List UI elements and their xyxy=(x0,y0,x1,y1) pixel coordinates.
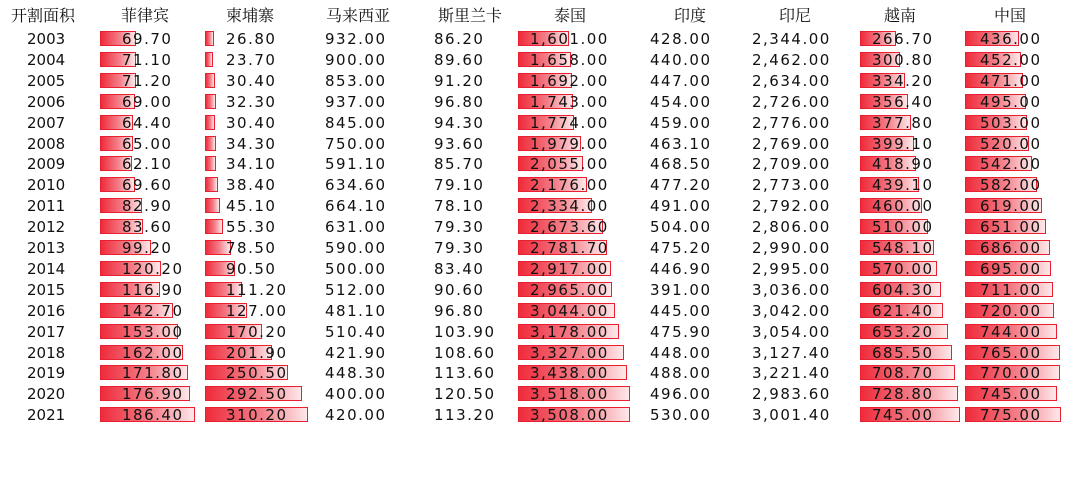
corner-header: 开割面积 xyxy=(10,6,75,25)
table-cell: 651.00 xyxy=(980,218,1042,237)
table-cell: 113.20 xyxy=(434,406,496,425)
table-cell: 3,042.00 xyxy=(752,301,831,320)
year-label: 2007 xyxy=(27,113,66,132)
table-cell: 38.40 xyxy=(226,176,277,195)
table-cell: 491.00 xyxy=(650,197,712,216)
data-bar xyxy=(205,156,216,171)
table-cell: 634.60 xyxy=(325,176,387,195)
table-cell: 85.70 xyxy=(434,155,485,174)
column-header: 印尼 xyxy=(778,6,811,25)
table-cell: 477.20 xyxy=(650,176,712,195)
table-cell: 2,990.00 xyxy=(752,239,831,257)
column-header: 泰国 xyxy=(553,6,586,25)
table-cell: 30.40 xyxy=(226,71,277,90)
table-cell: 420.00 xyxy=(325,406,387,425)
table-cell: 503.00 xyxy=(980,113,1042,132)
table-cell: 745.00 xyxy=(980,385,1042,404)
table-cell: 481.10 xyxy=(325,301,387,320)
table-cell: 65.00 xyxy=(122,134,173,153)
table-cell: 3,001.40 xyxy=(752,406,831,425)
table-cell: 2,344.00 xyxy=(752,30,831,48)
table-cell: 2,176.00 xyxy=(530,176,609,195)
table-cell: 153.00 xyxy=(122,322,184,341)
table-cell: 55.30 xyxy=(226,218,277,237)
table-cell: 99.20 xyxy=(122,239,173,257)
table-cell: 711.00 xyxy=(980,280,1042,299)
table-cell: 510.00 xyxy=(872,218,934,237)
table-cell: 82.90 xyxy=(122,197,173,216)
table-cell: 186.40 xyxy=(122,406,184,425)
table-cell: 459.00 xyxy=(650,113,712,132)
table-cell: 69.60 xyxy=(122,176,173,195)
data-bar xyxy=(205,94,216,109)
column-header: 越南 xyxy=(883,6,916,25)
table-cell: 266.70 xyxy=(872,30,934,48)
table-cell: 26.80 xyxy=(226,30,277,48)
table-cell: 116.90 xyxy=(122,280,184,299)
data-bar xyxy=(205,115,215,130)
table-cell: 2,983.60 xyxy=(752,385,831,404)
table-cell: 83.40 xyxy=(434,259,485,278)
year-label: 2019 xyxy=(27,364,66,383)
table-cell: 1,658.00 xyxy=(530,50,609,69)
table-cell: 45.10 xyxy=(226,197,277,216)
table-cell: 2,673.60 xyxy=(530,218,609,237)
data-bar xyxy=(205,52,213,67)
table-cell: 475.90 xyxy=(650,322,712,341)
table-cell: 447.00 xyxy=(650,71,712,90)
table-cell: 452.00 xyxy=(980,50,1042,69)
table-cell: 775.00 xyxy=(980,406,1042,425)
table-cell: 2,726.00 xyxy=(752,92,831,111)
year-label: 2013 xyxy=(27,239,66,257)
table-cell: 720.00 xyxy=(980,301,1042,320)
table-cell: 770.00 xyxy=(980,364,1042,383)
column-header: 菲律宾 xyxy=(120,6,169,25)
table-cell: 400.00 xyxy=(325,385,387,404)
table-cell: 108.60 xyxy=(434,343,496,362)
table-cell: 79.30 xyxy=(434,239,485,257)
table-cell: 292.50 xyxy=(226,385,288,404)
table-cell: 2,462.00 xyxy=(752,50,831,69)
table-cell: 570.00 xyxy=(872,259,934,278)
table-cell: 454.00 xyxy=(650,92,712,111)
table-cell: 90.60 xyxy=(434,280,485,299)
table-cell: 3,127.40 xyxy=(752,343,831,362)
table-cell: 62.10 xyxy=(122,155,173,174)
table-cell: 728.80 xyxy=(872,385,934,404)
table-cell: 3,044.00 xyxy=(530,301,609,320)
year-label: 2017 xyxy=(27,322,66,341)
table-cell: 23.70 xyxy=(226,50,277,69)
table-cell: 685.50 xyxy=(872,343,934,362)
year-label: 2020 xyxy=(27,385,66,404)
table-cell: 2,769.00 xyxy=(752,134,831,153)
table-cell: 2,917.00 xyxy=(530,259,609,278)
table-cell: 64.40 xyxy=(122,113,173,132)
table-cell: 582.00 xyxy=(980,176,1042,195)
column-header: 斯里兰卡 xyxy=(437,6,502,25)
table-cell: 111.20 xyxy=(226,280,288,299)
table-cell: 421.90 xyxy=(325,343,387,362)
table-cell: 3,054.00 xyxy=(752,322,831,341)
table-cell: 708.70 xyxy=(872,364,934,383)
table-cell: 463.10 xyxy=(650,134,712,153)
table-cell: 418.90 xyxy=(872,155,934,174)
table-cell: 83.60 xyxy=(122,218,173,237)
table-cell: 853.00 xyxy=(325,71,387,90)
table-cell: 765.00 xyxy=(980,343,1042,362)
table-cell: 334.20 xyxy=(872,71,934,90)
column-header: 柬埔寨 xyxy=(225,6,274,25)
table-cell: 2,634.00 xyxy=(752,71,831,90)
year-label: 2021 xyxy=(27,406,66,425)
table-cell: 2,965.00 xyxy=(530,280,609,299)
table-cell: 142.70 xyxy=(122,301,184,320)
year-label: 2014 xyxy=(27,259,66,278)
table-cell: 619.00 xyxy=(980,197,1042,216)
table-cell: 604.30 xyxy=(872,280,934,299)
table-cell: 744.00 xyxy=(980,322,1042,341)
table-cell: 2,773.00 xyxy=(752,176,831,195)
year-label: 2015 xyxy=(27,280,66,299)
table-cell: 96.80 xyxy=(434,92,485,111)
table-cell: 94.30 xyxy=(434,113,485,132)
table-cell: 120.20 xyxy=(122,259,184,278)
table-cell: 900.00 xyxy=(325,50,387,69)
table-cell: 399.10 xyxy=(872,134,934,153)
table-cell: 170.20 xyxy=(226,322,288,341)
table-cell: 504.00 xyxy=(650,218,712,237)
year-label: 2006 xyxy=(27,92,66,111)
table-cell: 1,979.00 xyxy=(530,134,609,153)
data-bar xyxy=(205,136,216,151)
year-label: 2010 xyxy=(27,176,66,195)
table-cell: 937.00 xyxy=(325,92,387,111)
table-cell: 695.00 xyxy=(980,259,1042,278)
table-cell: 3,178.00 xyxy=(530,322,609,341)
column-header: 印度 xyxy=(673,6,706,25)
table-cell: 653.20 xyxy=(872,322,934,341)
table-cell: 460.00 xyxy=(872,197,934,216)
table-cell: 439.10 xyxy=(872,176,934,195)
table-cell: 71.10 xyxy=(122,50,173,69)
data-bar xyxy=(205,198,220,213)
table-cell: 377.80 xyxy=(872,113,934,132)
table-cell: 86.20 xyxy=(434,30,485,48)
table-cell: 496.00 xyxy=(650,385,712,404)
table-cell: 32.30 xyxy=(226,92,277,111)
year-label: 2016 xyxy=(27,301,66,320)
table-cell: 89.60 xyxy=(434,50,485,69)
table-cell: 471.00 xyxy=(980,71,1042,90)
year-label: 2018 xyxy=(27,343,66,362)
table-cell: 3,327.00 xyxy=(530,343,609,362)
table-cell: 93.60 xyxy=(434,134,485,153)
year-label: 2008 xyxy=(27,134,66,153)
table-cell: 300.80 xyxy=(872,50,934,69)
table-cell: 2,781.70 xyxy=(530,239,609,257)
year-label: 2009 xyxy=(27,155,66,174)
table-cell: 2,776.00 xyxy=(752,113,831,132)
table-cell: 495.00 xyxy=(980,92,1042,111)
table-cell: 171.80 xyxy=(122,364,184,383)
table-cell: 2,709.00 xyxy=(752,155,831,174)
table-cell: 1,692.00 xyxy=(530,71,609,90)
table-cell: 3,221.40 xyxy=(752,364,831,383)
table-cell: 2,806.00 xyxy=(752,218,831,237)
table-cell: 127.00 xyxy=(226,301,288,320)
table-cell: 631.00 xyxy=(325,218,387,237)
table-cell: 932.00 xyxy=(325,30,387,48)
year-label: 2004 xyxy=(27,50,66,69)
table-cell: 90.50 xyxy=(226,259,277,278)
table-cell: 201.90 xyxy=(226,343,288,362)
table-cell: 475.20 xyxy=(650,239,712,257)
table-cell: 78.10 xyxy=(434,197,485,216)
table-cell: 3,508.00 xyxy=(530,406,609,425)
table-cell: 500.00 xyxy=(325,259,387,278)
table-cell: 30.40 xyxy=(226,113,277,132)
table-cell: 745.00 xyxy=(872,406,934,425)
table-cell: 548.10 xyxy=(872,239,934,257)
table-cell: 510.40 xyxy=(325,322,387,341)
table-cell: 79.30 xyxy=(434,218,485,237)
data-bar xyxy=(205,219,223,234)
table-cell: 391.00 xyxy=(650,280,712,299)
table-cell: 621.40 xyxy=(872,301,934,320)
table-cell: 750.00 xyxy=(325,134,387,153)
table-cell: 3,518.00 xyxy=(530,385,609,404)
table-cell: 176.90 xyxy=(122,385,184,404)
table-cell: 590.00 xyxy=(325,239,387,257)
table-cell: 69.00 xyxy=(122,92,173,111)
table-cell: 2,995.00 xyxy=(752,259,831,278)
table-cell: 113.60 xyxy=(434,364,496,383)
table-cell: 428.00 xyxy=(650,30,712,48)
year-label: 2012 xyxy=(27,218,66,237)
table-cell: 448.30 xyxy=(325,364,387,383)
table-cell: 2,055.00 xyxy=(530,155,609,174)
table-cell: 436.00 xyxy=(980,30,1042,48)
year-label: 2011 xyxy=(27,197,66,216)
table-cell: 310.20 xyxy=(226,406,288,425)
table-cell: 512.00 xyxy=(325,280,387,299)
table-cell: 520.00 xyxy=(980,134,1042,153)
table-cell: 356.40 xyxy=(872,92,934,111)
table-cell: 162.00 xyxy=(122,343,184,362)
column-header: 中国 xyxy=(993,6,1026,25)
table-cell: 664.10 xyxy=(325,197,387,216)
year-label: 2005 xyxy=(27,71,66,90)
table-cell: 3,036.00 xyxy=(752,280,831,299)
year-label: 2003 xyxy=(27,30,66,48)
table-cell: 488.00 xyxy=(650,364,712,383)
table-cell: 69.70 xyxy=(122,30,173,48)
table-cell: 2,334.00 xyxy=(530,197,609,216)
table-cell: 79.10 xyxy=(434,176,485,195)
table-cell: 530.00 xyxy=(650,406,712,425)
table-cell: 96.80 xyxy=(434,301,485,320)
table-cell: 542.00 xyxy=(980,155,1042,174)
data-bar xyxy=(205,177,218,192)
table-cell: 1,743.00 xyxy=(530,92,609,111)
table-cell: 2,792.00 xyxy=(752,197,831,216)
data-bar xyxy=(205,31,214,46)
table-cell: 71.20 xyxy=(122,71,173,90)
table-cell: 1,601.00 xyxy=(530,30,609,48)
column-header: 马来西亚 xyxy=(325,6,390,25)
table-cell: 440.00 xyxy=(650,50,712,69)
table-cell: 250.50 xyxy=(226,364,288,383)
table-cell: 686.00 xyxy=(980,239,1042,257)
table-cell: 34.10 xyxy=(226,155,277,174)
table-cell: 445.00 xyxy=(650,301,712,320)
table-cell: 91.20 xyxy=(434,71,485,90)
table-cell: 1,774.00 xyxy=(530,113,609,132)
table-cell: 845.00 xyxy=(325,113,387,132)
table-cell: 591.10 xyxy=(325,155,387,174)
table-cell: 446.90 xyxy=(650,259,712,278)
table-cell: 34.30 xyxy=(226,134,277,153)
table-cell: 78.50 xyxy=(226,239,277,257)
data-bar xyxy=(205,73,215,88)
table-cell: 3,438.00 xyxy=(530,364,609,383)
table-cell: 103.90 xyxy=(434,322,496,341)
table-cell: 448.00 xyxy=(650,343,712,362)
table-cell: 120.50 xyxy=(434,385,496,404)
table-cell: 468.50 xyxy=(650,155,712,174)
